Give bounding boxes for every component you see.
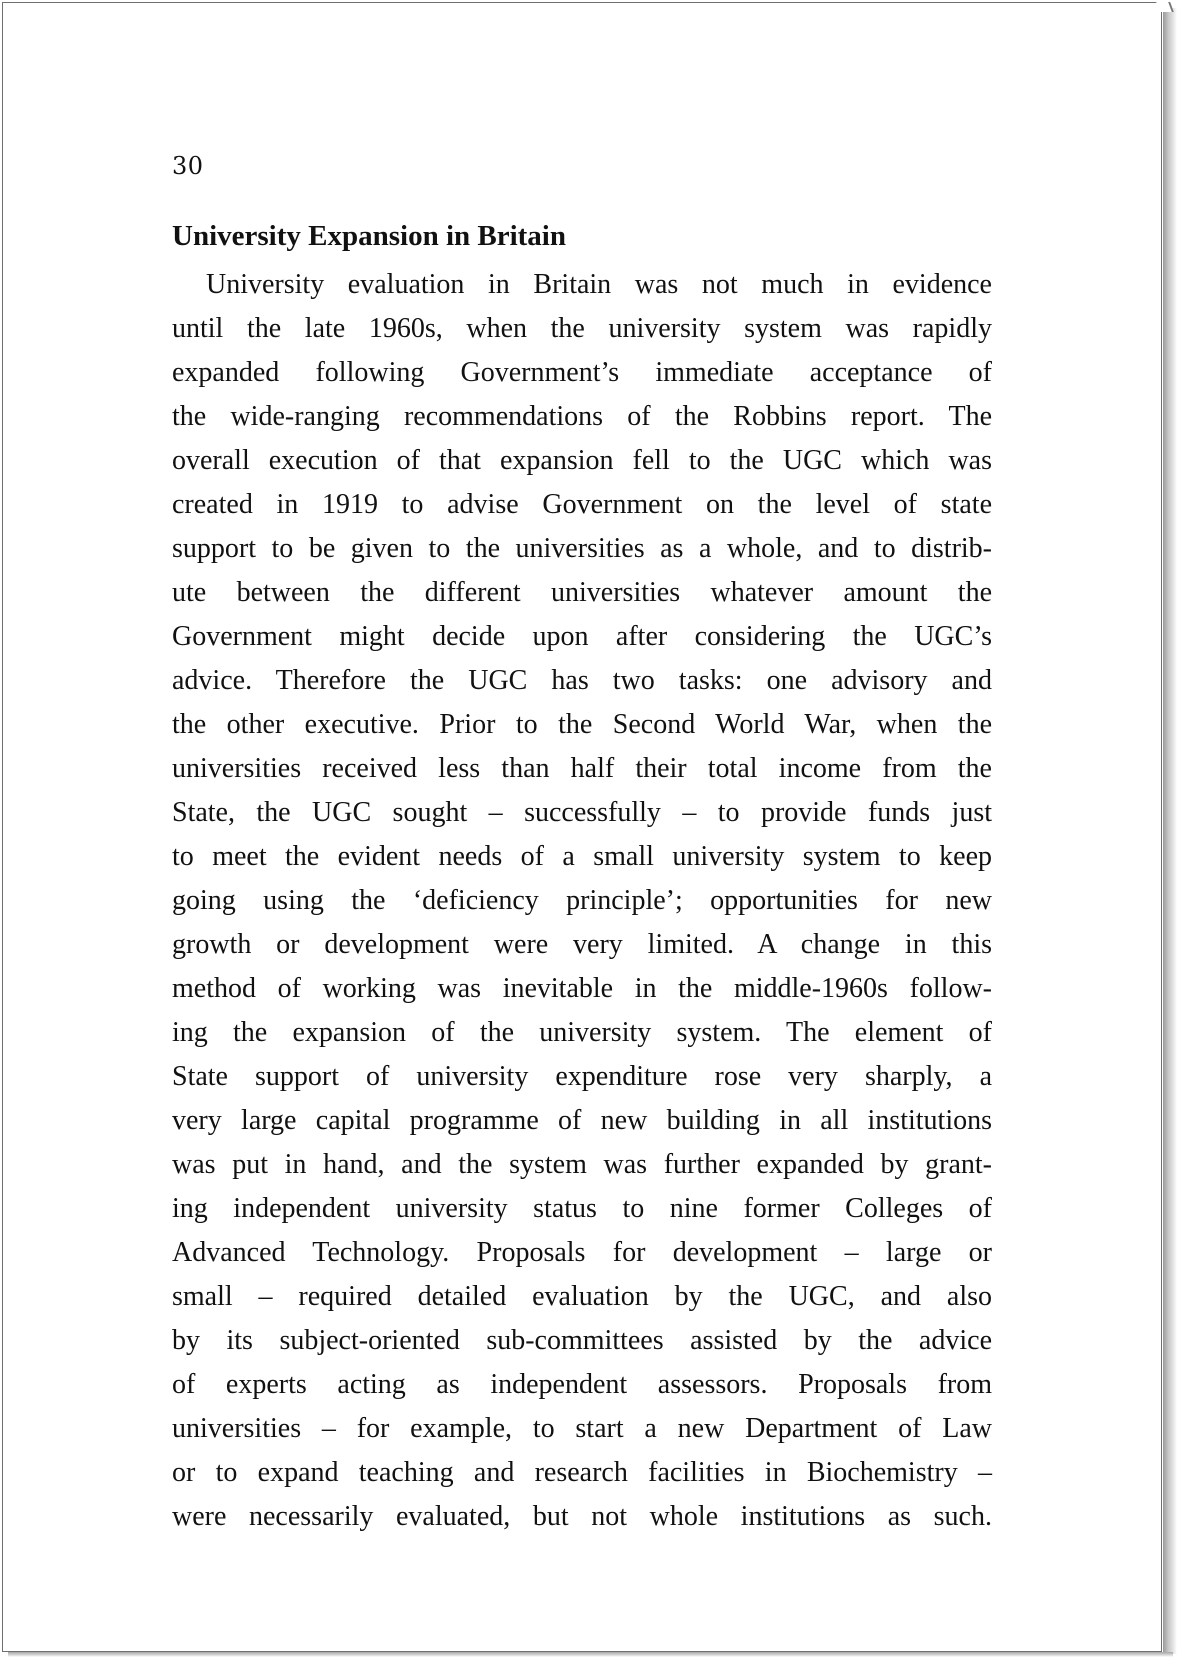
paragraph-line: ing the expansion of the university system. The element of: [172, 1017, 992, 1048]
body-paragraph: [172, 263, 992, 1539]
paragraph-line: support to be given to the universities as a whole, and to distrib-: [172, 533, 992, 564]
paragraph-line: or to expand teaching and research facilities in Biochemistry –: [172, 1457, 992, 1488]
paragraph-line: overall execution of that expansion fell to the UGC which was: [172, 445, 992, 476]
paragraph-line: University evaluation in Britain was not much in evidence: [206, 269, 992, 300]
paragraph-line: ute between the different universities whatever amount the: [172, 577, 992, 608]
paragraph-line: created in 1919 to advise Government on the level of state: [172, 489, 992, 520]
page-edge-shadow-bottom: [8, 1652, 1173, 1657]
paragraph-line: State, the UGC sought – successfully – to provide funds just: [172, 797, 992, 828]
paragraph-line: going using the ‘deficiency principle’; opportunities for new: [172, 885, 992, 916]
paragraph-line: by its subject-oriented sub-committees assisted by the advice: [172, 1325, 992, 1356]
paragraph-line: Advanced Technology. Proposals for development – large or: [172, 1237, 992, 1268]
paragraph-line: expanded following Government’s immediate acceptance of: [172, 357, 992, 388]
paragraph-line: were necessarily evaluated, but not whole institutions as such.: [172, 1501, 992, 1532]
page-edge-shadow-right: [1163, 8, 1177, 1654]
paragraph-line: ing independent university status to nine former Colleges of: [172, 1193, 992, 1224]
paragraph-line: the wide-ranging recommendations of the Robbins report. The: [172, 401, 992, 432]
paragraph-line: State support of university expenditure rose very sharply, a: [172, 1061, 992, 1092]
page-number: 30: [172, 152, 204, 180]
page-corner-curl: [1156, 2, 1174, 12]
paragraph-line: to meet the evident needs of a small university system to keep: [172, 841, 992, 872]
paragraph-line: growth or development were very limited. A change in this: [172, 929, 992, 960]
paragraph-line: very large capital programme of new building in all institutions: [172, 1105, 992, 1136]
paragraph-line: universities received less than half their total income from the: [172, 753, 992, 784]
paragraph-line: of experts acting as independent assessors. Proposals from: [172, 1369, 992, 1400]
paragraph-line: advice. Therefore the UGC has two tasks: one advisory and: [172, 665, 992, 696]
paragraph-line: Government might decide upon after considering the UGC’s: [172, 621, 992, 652]
paragraph-line: small – required detailed evaluation by the UGC, and also: [172, 1281, 992, 1312]
paragraph-line: the other executive. Prior to the Second World War, when the: [172, 709, 992, 740]
paragraph-line: was put in hand, and the system was further expanded by grant-: [172, 1149, 992, 1180]
section-heading: University Expansion in Britain: [172, 220, 566, 252]
paragraph-line: until the late 1960s, when the university system was rapidly: [172, 313, 992, 344]
paragraph-line: method of working was inevitable in the middle-1960s follow-: [172, 973, 992, 1004]
paragraph-line: universities – for example, to start a new Department of Law: [172, 1413, 992, 1444]
